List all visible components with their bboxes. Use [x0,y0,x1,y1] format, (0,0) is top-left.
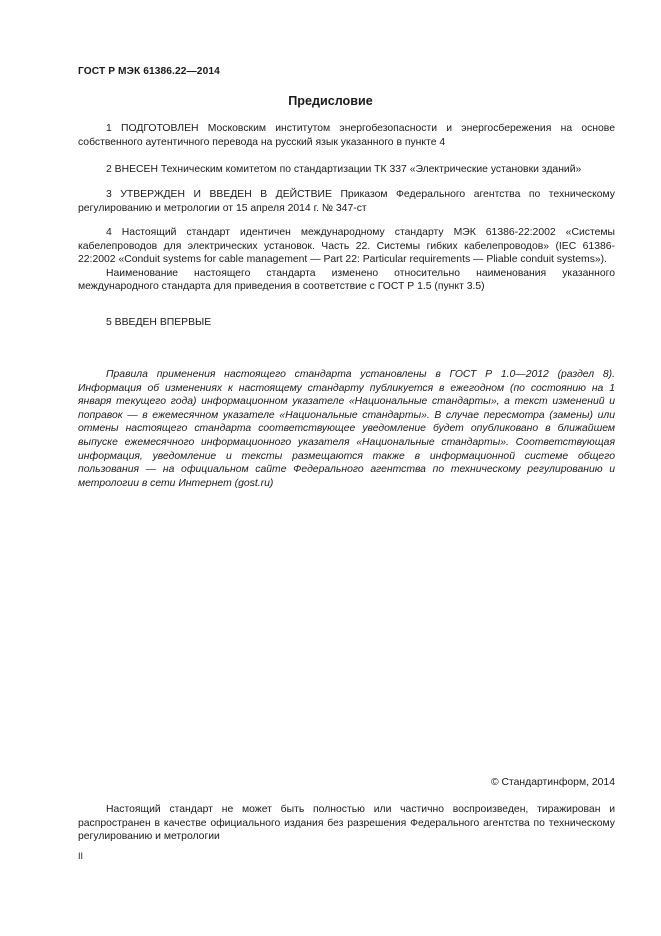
item-2-text: 2 ВНЕСЕН Техническим комитетом по стандартизации ТК 337 «Электрические установки зданий» [106,164,582,175]
item-1-text: 1 ПОДГОТОВЛЕН Московским институтом энергобезопасности и энергосбережения на основе собственного аутентичного перевода на русский язык указанного в пункте 4 [78,123,615,148]
copyright: © Стандартинформ, 2014 [490,777,615,788]
page-title: Предисловие [288,94,373,108]
item-5-text: 5 ВВЕДЕН ВПЕРВЫЕ [106,317,212,328]
item-4 [78,226,615,294]
rules-notice [78,368,615,490]
item-1 [78,122,615,149]
item-3 [78,188,615,215]
item-4-text: 4 Настоящий стандарт идентичен международному стандарту МЭК 61386-22:2002 «Системы кабелепроводов для электрических установок. Часть 22. Системы гибких кабелепроводов» (IEC 61386-22:2002 «Conduit systems for cable management — Part 22: Particular requirements — Pliable conduit systems»). [78,227,615,266]
standard-code-header: ГОСТ Р МЭК 61386.22—2014 [78,66,220,77]
item-2 [78,163,615,177]
item-4-note: Наименование настоящего стандарта изменено относительно наименования указанного международного стандарта для приведения в соответствие с ГОСТ Р 1.5 (пункт 3.5) [78,267,615,293]
item-3-text: 3 УТВЕРЖДЕН И ВВЕДЕН В ДЕЙСТВИЕ Приказом Федерального агентства по техническому регулированию и метрологии от 15 апреля 2014 г. № 347-ст [78,189,615,214]
item-5 [78,316,615,330]
page-number: II [78,851,84,861]
reproduction-notice [78,803,615,844]
rules-notice-text: Правила применения настоящего стандарта установлены в ГОСТ Р 1.0—2012 (раздел 8). Информация об изменениях к настоящему стандарту публикуется в ежегодном (по состоянию на 1 января текущего года) информационном указателе «Национальные стандарты», а текст изменений и поправок — в ежемесячном указателе «Национальные стандарты». В случае пересмотра (замены) или отмены настоящего стандарта соответствующее уведомление будет опубликовано в ближайшем выпуске ежемесячного информационного указателя «Национальные стандарты». Соответствующая информация, уведомление и тексты размещаются также в информационной системе общего пользования — на официальном сайте Федерального агентства по техническому регулированию и метрологии в сети Интернет (gost.ru) [78,369,615,489]
reproduction-notice-text: Настоящий стандарт не может быть полностью или частично воспроизведен, тиражирован и распространен в качестве официального издания без разрешения Федерального агентства по техническому регулированию и метрологии [78,804,615,843]
